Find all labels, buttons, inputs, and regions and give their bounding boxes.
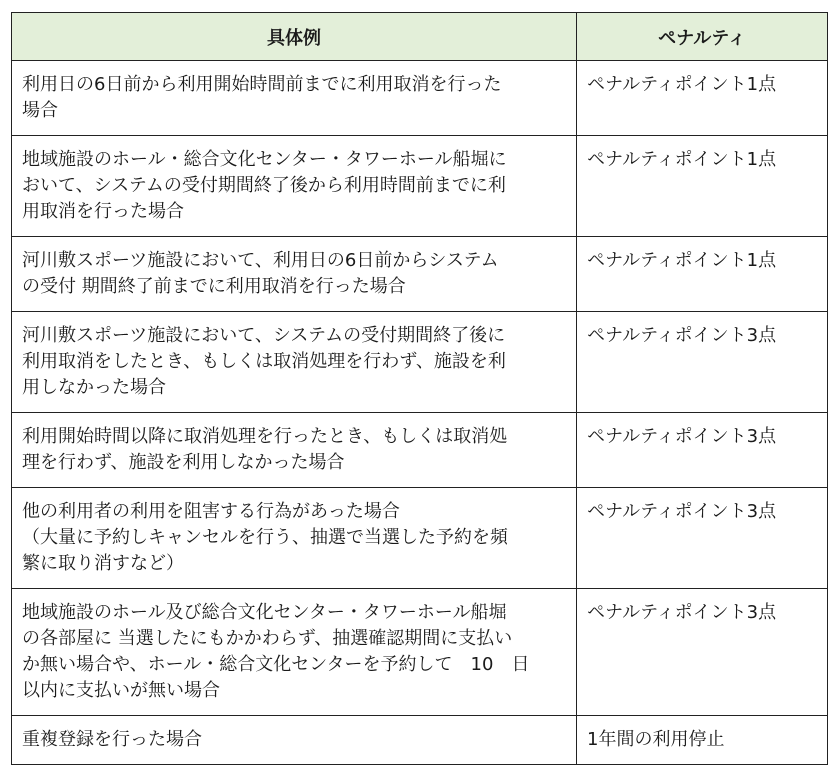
penalty-text: ペナルティポイント3点 bbox=[587, 426, 777, 447]
penalty-cell bbox=[577, 61, 828, 136]
example-cell bbox=[12, 716, 577, 765]
penalty-cell bbox=[577, 716, 828, 765]
penalty-text: ペナルティポイント1点 bbox=[587, 74, 777, 95]
table-row bbox=[12, 312, 828, 413]
penalty-cell bbox=[577, 589, 828, 716]
header-penalty: ペナルティ bbox=[577, 13, 828, 61]
table-row bbox=[12, 488, 828, 589]
example-cell bbox=[12, 312, 577, 413]
table-row bbox=[12, 237, 828, 312]
example-text: 河川敷スポーツ施設において、利用日の6日前からシステム の受付 期間終了前までに利用取消を行った場合 bbox=[22, 250, 499, 297]
table-row bbox=[12, 716, 828, 765]
example-text: 重複登録を行った場合 bbox=[22, 729, 202, 750]
penalty-text: ペナルティポイント3点 bbox=[587, 325, 777, 346]
example-text: 利用日の6日前から利用開始時間前までに利用取消を行った 場合 bbox=[22, 74, 502, 121]
penalty-table bbox=[11, 12, 828, 765]
table-row bbox=[12, 589, 828, 716]
penalty-text: ペナルティポイント3点 bbox=[587, 501, 777, 522]
example-cell bbox=[12, 237, 577, 312]
penalty-text: ペナルティポイント3点 bbox=[587, 602, 777, 623]
penalty-cell bbox=[577, 312, 828, 413]
table-row bbox=[12, 136, 828, 237]
header-row bbox=[12, 13, 828, 61]
example-cell bbox=[12, 136, 577, 237]
penalty-text: ペナルティポイント1点 bbox=[587, 250, 777, 271]
header-example: 具体例 bbox=[12, 13, 577, 61]
example-cell bbox=[12, 413, 577, 488]
table-row bbox=[12, 413, 828, 488]
example-text: 地域施設のホール・総合文化センター・タワーホール船堀に おいて、システムの受付期間終了後から利用時間前までに利 用取消を行った場合 bbox=[22, 149, 507, 222]
penalty-text: 1年間の利用停止 bbox=[587, 729, 725, 750]
example-text: 地域施設のホール及び総合文化センター・タワーホール船堀 の各部屋に 当選したにもかかわらず、抽選確認期間に支払い か無い場合や、ホール・総合文化センターを予約して 10 日 以内に支払いが無い場合 bbox=[22, 602, 530, 701]
penalty-cell bbox=[577, 237, 828, 312]
example-cell bbox=[12, 61, 577, 136]
penalty-cell bbox=[577, 136, 828, 237]
example-text: 他の利用者の利用を阻害する行為があった場合 （大量に予約しキャンセルを行う、抽選で当選した予約を頻 繁に取り消すなど） bbox=[22, 501, 508, 574]
table-row bbox=[12, 61, 828, 136]
example-cell bbox=[12, 488, 577, 589]
penalty-cell bbox=[577, 413, 828, 488]
penalty-text: ペナルティポイント1点 bbox=[587, 149, 777, 170]
penalty-cell bbox=[577, 488, 828, 589]
example-text: 利用開始時間以降に取消処理を行ったとき、もしくは取消処 理を行わず、施設を利用しなかった場合 bbox=[22, 426, 508, 473]
example-cell bbox=[12, 589, 577, 716]
example-text: 河川敷スポーツ施設において、システムの受付期間終了後に 利用取消をしたとき、もしくは取消処理を行わず、施設を利 用しなかった場合 bbox=[22, 325, 506, 398]
